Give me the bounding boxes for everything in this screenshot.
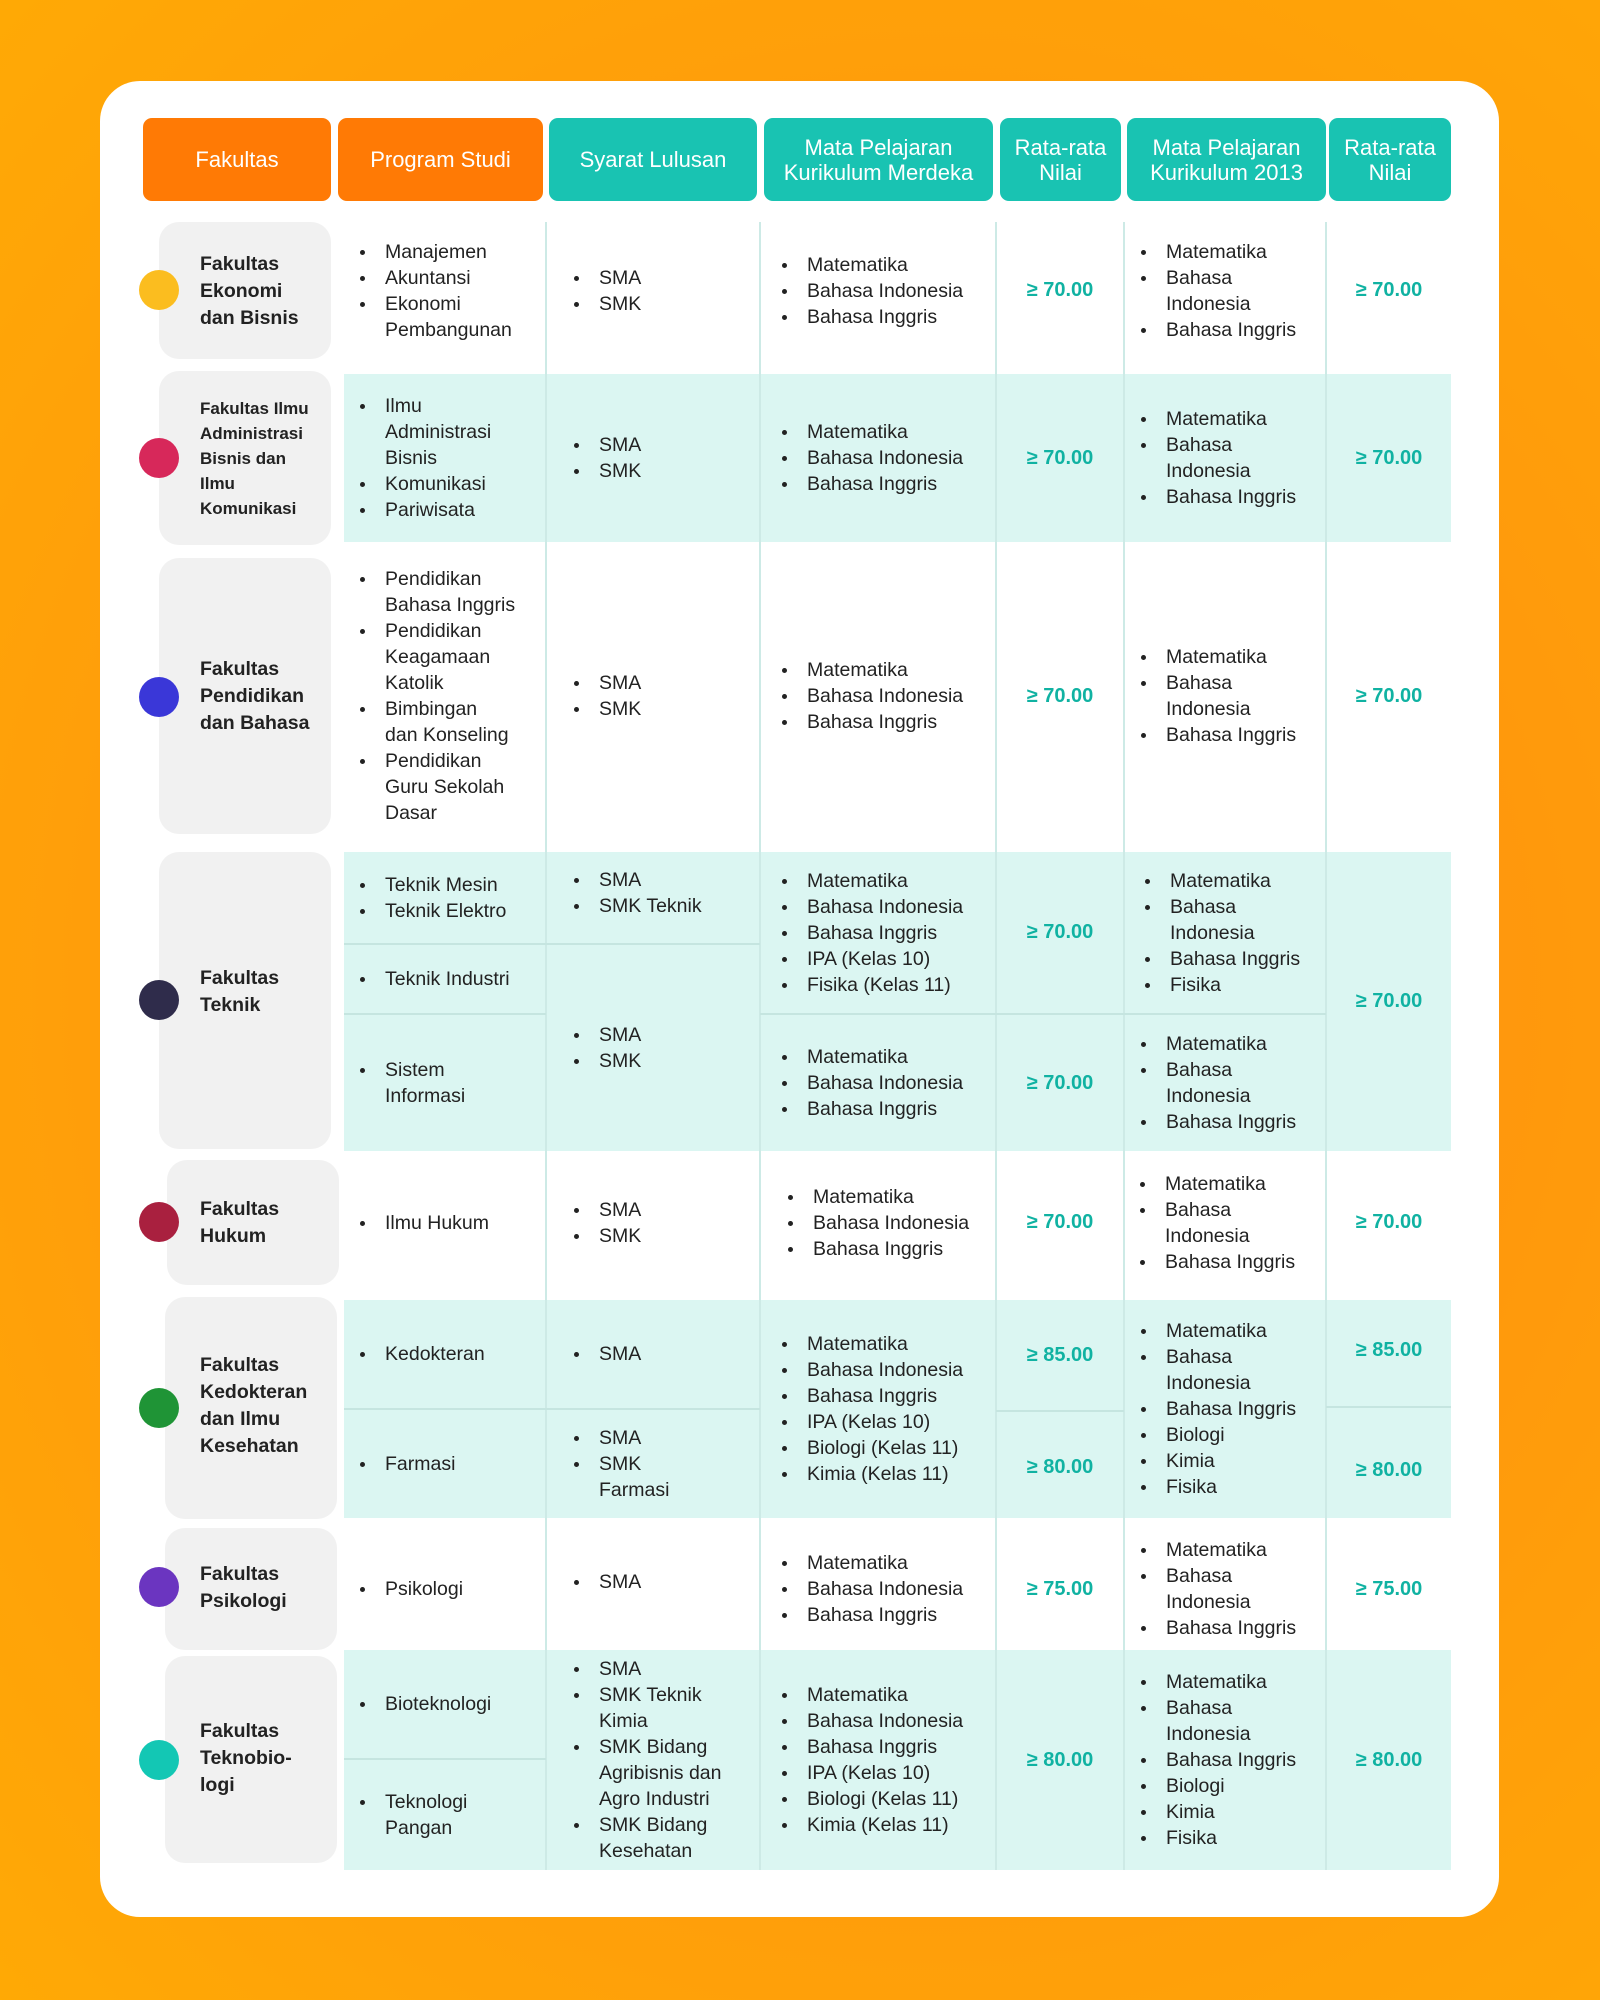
list-item: SMK (567, 1223, 641, 1249)
mapel-merdeka-cell (775, 222, 995, 359)
list-item: Matematika (775, 657, 963, 683)
nilai-merdeka: ≥ 70.00 (1026, 684, 1094, 707)
list-item: Bimbingan dan Konseling (353, 696, 515, 748)
list-item: SMA (567, 867, 702, 893)
list-item: Kimia (Kelas 11) (775, 1812, 963, 1838)
mapel-merdeka-cell (775, 852, 995, 1013)
nilai-merdeka: ≥ 70.00 (1026, 279, 1094, 301)
list-item: Bahasa Inggris (775, 471, 963, 497)
list-item: Bahasa Inggris (775, 1602, 963, 1628)
list-item: SMA (567, 1197, 641, 1223)
list-item: Pendidikan Bahasa Inggris (353, 566, 515, 618)
list-item: IPA (Kelas 10) (775, 946, 963, 972)
mapel-merdeka-cell (775, 1650, 995, 1870)
faculty-dot (139, 270, 179, 310)
program-studi-cell (353, 1528, 545, 1650)
list-item: Matematika (775, 252, 963, 278)
program-studi-cell (353, 222, 545, 359)
list-item: Matematika (1134, 644, 1296, 670)
bullet-list (781, 1184, 969, 1262)
bullet-list (353, 872, 506, 924)
list-item: Bahasa Indonesia (1134, 432, 1296, 484)
list-item: SMK Teknik Kimia (567, 1682, 721, 1734)
bullet-list (353, 1210, 489, 1236)
program-studi-cell (353, 374, 545, 542)
mapel-2013-cell (1133, 1160, 1325, 1285)
bullet-list (567, 1341, 641, 1367)
list-item: Bahasa Inggris (775, 1096, 963, 1122)
list-item: Bahasa Inggris (1134, 1615, 1296, 1641)
list-item: Manajemen (353, 239, 512, 265)
program-studi-cell (353, 852, 545, 943)
bullet-list (1134, 1669, 1296, 1851)
bullet-list (353, 566, 515, 826)
header-nilai-merdeka: Rata-rata Nilai (1000, 118, 1121, 201)
nilai-merdeka: ≥ 80.00 (1026, 1455, 1094, 1478)
list-item: Bahasa Inggris (781, 1236, 969, 1262)
nilai-merdeka: ≥ 70.00 (1026, 921, 1094, 943)
syarat-cell (567, 1528, 757, 1636)
bullet-list (775, 1331, 963, 1487)
mapel-merdeka-cell (775, 1015, 995, 1151)
mapel-2013-cell (1138, 852, 1325, 1013)
list-item: Ekonomi Pembangunan (353, 291, 512, 343)
list-item: Bahasa Inggris (775, 920, 963, 946)
list-item: Pendidikan Guru Sekolah Dasar (353, 748, 515, 826)
list-item: Bahasa Inggris (775, 304, 963, 330)
list-item: Pendidikan Keagamaan Katolik (353, 618, 515, 696)
bullet-list (1133, 1171, 1295, 1275)
list-item: IPA (Kelas 10) (775, 1760, 963, 1786)
list-item: Bahasa Indonesia (775, 1357, 963, 1383)
list-item: Matematika (775, 1044, 963, 1070)
nilai-merdeka: ≥ 70.00 (1026, 1071, 1094, 1094)
list-item: Kimia (1134, 1448, 1296, 1474)
list-item: Bahasa Inggris (1134, 1747, 1296, 1773)
bullet-list (353, 1057, 465, 1109)
list-item: SMK (567, 1048, 641, 1074)
bullet-list (353, 393, 491, 523)
faculty-dot (139, 677, 179, 717)
bullet-list (353, 1691, 491, 1717)
list-item: Teknik Mesin (353, 872, 506, 898)
program-studi-cell (353, 1410, 545, 1518)
list-item: SMK (567, 696, 641, 722)
faculty-dot (139, 980, 179, 1020)
list-item: SMA (567, 1341, 641, 1367)
list-item: Matematika (775, 868, 963, 894)
bullet-list (775, 1044, 963, 1122)
mapel-2013-cell (1134, 1650, 1325, 1870)
bullet-list (567, 867, 702, 919)
list-item: Psikologi (353, 1576, 463, 1602)
nilai-2013: ≥ 70.00 (1355, 684, 1423, 707)
bullet-list (775, 1550, 963, 1628)
nilai-2013: ≥ 70.00 (1355, 279, 1423, 301)
bullet-list (353, 1341, 485, 1367)
list-item: Matematika (1134, 1669, 1296, 1695)
nilai-2013: ≥ 75.00 (1355, 1577, 1423, 1600)
program-studi-cell (353, 556, 545, 836)
program-studi-cell (353, 1160, 545, 1285)
list-item: Teknologi Pangan (353, 1789, 467, 1841)
header-syarat-lulusan: Syarat Lulusan (549, 118, 757, 201)
list-item: Bahasa Inggris (1138, 946, 1300, 972)
syarat-cell (567, 1300, 757, 1408)
column-divider (759, 222, 761, 1870)
list-item: Bahasa Indonesia (1138, 894, 1300, 946)
list-item: Bahasa Indonesia (775, 1708, 963, 1734)
bullet-list (567, 265, 641, 317)
mapel-merdeka-cell (775, 1300, 995, 1518)
list-item: Bahasa Inggris (1134, 1109, 1296, 1135)
nilai-merdeka: ≥ 70.00 (1026, 446, 1094, 469)
program-studi-cell (353, 1650, 545, 1758)
list-item: Ilmu Administrasi Bisnis (353, 393, 491, 471)
bullet-list (1138, 868, 1300, 998)
bullet-list (353, 1789, 467, 1841)
list-item: Bahasa Indonesia (775, 278, 963, 304)
list-item: Bahasa Inggris (1134, 317, 1296, 343)
list-item: Biologi (Kelas 11) (775, 1435, 963, 1461)
mapel-merdeka-cell (775, 556, 995, 836)
syarat-cell (567, 945, 757, 1151)
list-item: Kimia (Kelas 11) (775, 1461, 963, 1487)
list-item: Bahasa Indonesia (781, 1210, 969, 1236)
list-item: Matematika (1134, 1537, 1296, 1563)
bullet-list (1134, 1031, 1296, 1135)
list-item: IPA (Kelas 10) (775, 1409, 963, 1435)
bullet-list (567, 1569, 641, 1595)
nilai-merdeka: ≥ 85.00 (1026, 1343, 1094, 1366)
list-item: Bahasa Inggris (1133, 1249, 1295, 1275)
list-item: Bahasa Indonesia (775, 1576, 963, 1602)
nilai-2013: ≥ 70.00 (1355, 1211, 1423, 1233)
list-item: Bahasa Inggris (775, 1734, 963, 1760)
syarat-cell (567, 222, 757, 359)
list-item: Fisika (1134, 1474, 1296, 1500)
nilai-merdeka: ≥ 75.00 (1026, 1577, 1094, 1600)
mapel-2013-cell (1134, 222, 1325, 359)
list-item: Fisika (1138, 972, 1300, 998)
faculty-name: Fakultas Teknik (200, 967, 280, 1016)
program-studi-cell (353, 1300, 545, 1408)
syarat-cell (567, 1650, 757, 1870)
list-item: Bahasa Indonesia (775, 445, 963, 471)
list-item: Matematika (775, 419, 963, 445)
list-item: SMA (567, 1569, 641, 1595)
list-item: Farmasi (353, 1451, 455, 1477)
faculty-dot (139, 438, 179, 478)
list-item: Matematika (775, 1331, 963, 1357)
bullet-list (353, 1451, 455, 1477)
list-item: Teknik Elektro (353, 898, 506, 924)
list-item: Ilmu Hukum (353, 1210, 489, 1236)
nilai-2013: ≥ 80.00 (1355, 1748, 1423, 1771)
list-item: Fisika (1134, 1825, 1296, 1851)
header-fakultas: Fakultas (143, 118, 331, 201)
list-item: Bahasa Inggris (775, 1383, 963, 1409)
faculty-name: Fakultas Ekonomi dan Bisnis (200, 253, 299, 329)
list-item: Matematika (775, 1550, 963, 1576)
faculty-dot (139, 1567, 179, 1607)
program-studi-cell (353, 945, 545, 1013)
syarat-cell (567, 852, 757, 943)
mapel-2013-cell (1134, 374, 1325, 542)
list-item: Kimia (1134, 1799, 1296, 1825)
bullet-list (353, 966, 510, 992)
list-item: SMA (567, 1425, 669, 1451)
list-item: SMK (567, 458, 641, 484)
list-item: Matematika (1138, 868, 1300, 894)
mapel-2013-cell (1134, 1015, 1325, 1151)
list-item: Matematika (1134, 1031, 1296, 1057)
bullet-list (567, 670, 641, 722)
list-item: Teknik Industri (353, 966, 510, 992)
mapel-2013-cell (1134, 1528, 1325, 1650)
mapel-2013-cell (1134, 556, 1325, 836)
bullet-list (567, 1656, 721, 1864)
list-item: Bahasa Inggris (775, 709, 963, 735)
bullet-list (1134, 239, 1296, 343)
list-item: Bahasa Indonesia (1133, 1197, 1295, 1249)
syarat-cell (567, 374, 757, 542)
bullet-list (567, 1022, 641, 1074)
header-mapel-2013: Mata Pelajaran Kurikulum 2013 (1127, 118, 1326, 201)
bullet-list (775, 419, 963, 497)
faculty-name: Fakultas Teknobio- logi (200, 1720, 292, 1796)
syarat-cell (567, 1410, 757, 1518)
header-mapel-merdeka: Mata Pelajaran Kurikulum Merdeka (764, 118, 993, 201)
faculty-name: Fakultas Kedokteran dan Ilmu Kesehatan (200, 1354, 308, 1457)
list-item: Bahasa Indonesia (1134, 1563, 1296, 1615)
list-item: Matematika (781, 1184, 969, 1210)
mapel-2013-cell (1134, 1300, 1325, 1518)
bullet-list (775, 868, 963, 998)
bullet-list (1134, 1537, 1296, 1641)
nilai-2013: ≥ 70.00 (1355, 446, 1423, 469)
list-item: Bahasa Indonesia (1134, 1695, 1296, 1747)
list-item: Bioteknologi (353, 1691, 491, 1717)
faculty-dot (139, 1740, 179, 1780)
nilai-merdeka: ≥ 80.00 (1026, 1748, 1094, 1771)
nilai-2013: ≥ 80.00 (1355, 1458, 1423, 1481)
list-item: Kedokteran (353, 1341, 485, 1367)
list-item: Biologi (1134, 1422, 1296, 1448)
list-item: SMK Teknik (567, 893, 702, 919)
program-studi-cell (353, 1760, 545, 1870)
sub-row-divider (1326, 1406, 1451, 1408)
list-item: Matematika (775, 1682, 963, 1708)
list-item: SMK (567, 291, 641, 317)
list-item: Bahasa Indonesia (1134, 670, 1296, 722)
mapel-merdeka-cell (781, 1160, 995, 1285)
bullet-list (567, 1197, 641, 1249)
list-item: Bahasa Inggris (1134, 1396, 1296, 1422)
list-item: Biologi (1134, 1773, 1296, 1799)
syarat-cell (567, 556, 757, 836)
faculty-dot (139, 1388, 179, 1428)
bullet-list (775, 657, 963, 735)
list-item: Akuntansi (353, 265, 512, 291)
nilai-merdeka: ≥ 70.00 (1026, 1211, 1094, 1233)
list-item: Biologi (Kelas 11) (775, 1786, 963, 1812)
faculty-name: Fakultas Psikologi (200, 1563, 287, 1612)
bullet-list (775, 1682, 963, 1838)
list-item: Komunikasi (353, 471, 491, 497)
nilai-2013: ≥ 85.00 (1355, 1338, 1423, 1361)
bullet-list (567, 1425, 669, 1503)
list-item: SMK Bidang Kesehatan (567, 1812, 721, 1864)
list-item: Fisika (Kelas 11) (775, 972, 963, 998)
faculty-name: Fakultas Hukum (200, 1198, 280, 1247)
list-item: Bahasa Indonesia (775, 1070, 963, 1096)
mapel-merdeka-cell (775, 374, 995, 542)
mapel-merdeka-cell (775, 1528, 995, 1650)
faculty-dot (139, 1202, 179, 1242)
list-item: SMA (567, 1022, 641, 1048)
header-nilai-2013: Rata-rata Nilai (1329, 118, 1451, 201)
header-program-studi: Program Studi (338, 118, 543, 201)
list-item: SMA (567, 432, 641, 458)
list-item: Matematika (1133, 1171, 1295, 1197)
list-item: SMA (567, 670, 641, 696)
list-item: Bahasa Indonesia (1134, 1057, 1296, 1109)
bullet-list (1134, 644, 1296, 748)
list-item: Bahasa Indonesia (775, 894, 963, 920)
list-item: Matematika (1134, 239, 1296, 265)
list-item: Bahasa Indonesia (1134, 265, 1296, 317)
program-studi-cell (353, 1015, 545, 1151)
column-divider (545, 222, 547, 1870)
bullet-list (353, 239, 512, 343)
bullet-list (353, 1576, 463, 1602)
list-item: Matematika (1134, 406, 1296, 432)
bullet-list (1134, 1318, 1296, 1500)
list-item: SMA (567, 1656, 721, 1682)
list-item: Bahasa Inggris (1134, 722, 1296, 748)
bullet-list (1134, 406, 1296, 510)
column-divider (1123, 222, 1125, 1870)
nilai-2013: ≥ 70.00 (1355, 990, 1423, 1012)
list-item: Bahasa Indonesia (1134, 1344, 1296, 1396)
bullet-list (567, 432, 641, 484)
list-item: SMA (567, 265, 641, 291)
list-item: Bahasa Indonesia (775, 683, 963, 709)
bullet-list (775, 252, 963, 330)
list-item: Pariwisata (353, 497, 491, 523)
list-item: Bahasa Inggris (1134, 484, 1296, 510)
list-item: SMK Farmasi (567, 1451, 669, 1503)
list-item: SMK Bidang Agribisnis dan Agro Industri (567, 1734, 721, 1812)
list-item: Matematika (1134, 1318, 1296, 1344)
faculty-name: Fakultas Pendidikan dan Bahasa (200, 658, 310, 734)
list-item: Sistem Informasi (353, 1057, 465, 1109)
syarat-cell (567, 1160, 757, 1285)
faculty-name: Fakultas Ilmu Administrasi Bisnis dan Ilmu Komunikasi (200, 399, 309, 518)
